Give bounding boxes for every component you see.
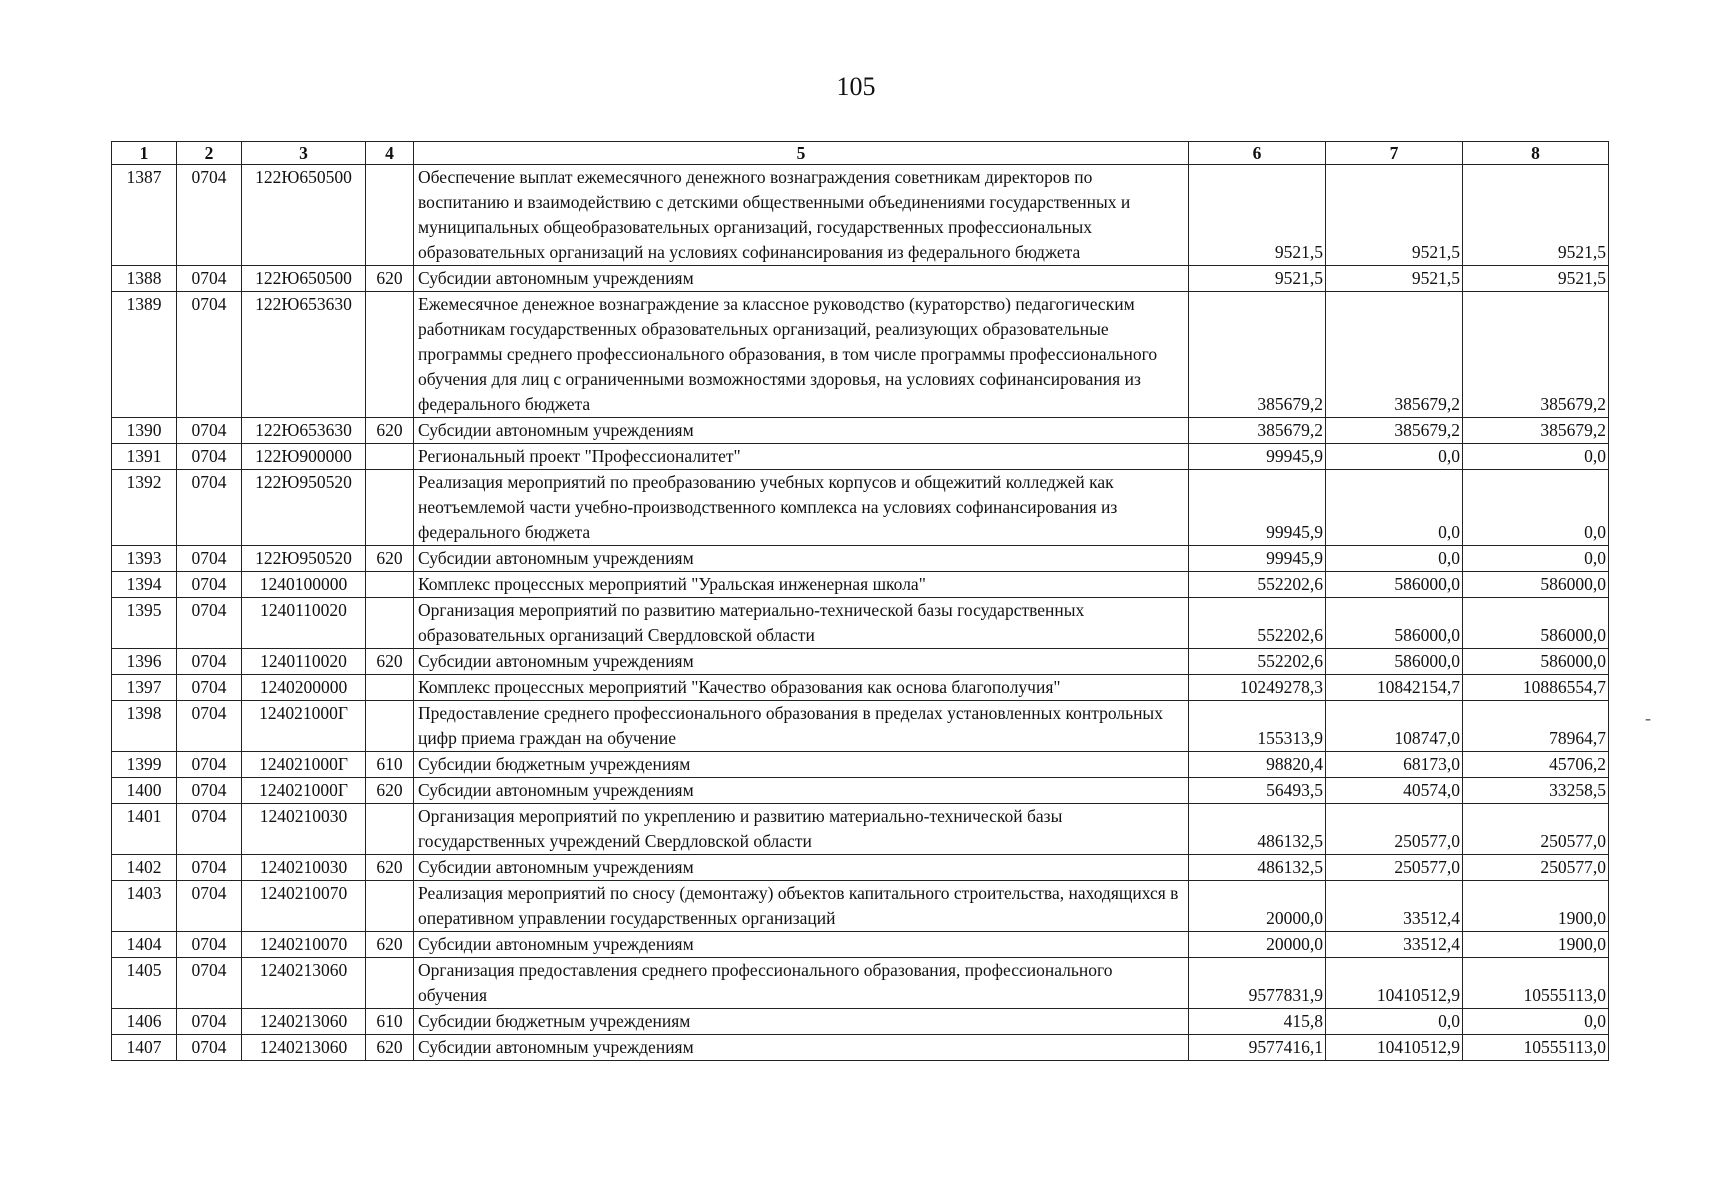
amount-col8-cell: 250577,0 [1463,855,1609,881]
table-row [112,598,1609,649]
table-row [112,266,1609,292]
target-code-cell: 122Ю653630 [242,292,366,418]
description-cell: Субсидии автономным учреждениям [414,778,1189,804]
description-cell: Ежемесячное денежное вознаграждение за классное руководство (кураторство) педагогическим работникам государственных образовательных организаций, реализующих образовательные программы среднего профессионального образования, в том числе программы профессионального обучения для лиц с ограниченными возможностями здоровья, на условиях софинансирования из федерального бюджета [414,292,1189,418]
table-row [112,804,1609,855]
amount-col7-cell: 385679,2 [1326,292,1463,418]
row-number-cell: 1407 [112,1035,177,1061]
amount-col8-cell: 10886554,7 [1463,675,1609,701]
table-row [112,675,1609,701]
row-number-cell: 1403 [112,881,177,932]
amount-col7-cell: 0,0 [1326,1009,1463,1035]
section-code-cell: 0704 [177,1009,242,1035]
row-number-cell: 1399 [112,752,177,778]
header-cell: 7 [1326,142,1463,165]
row-number-cell: 1388 [112,266,177,292]
amount-col8-cell: 586000,0 [1463,649,1609,675]
target-code-cell: 1240200000 [242,675,366,701]
target-code-cell: 1240210030 [242,804,366,855]
amount-col8-cell: 45706,2 [1463,752,1609,778]
amount-col6-cell: 98820,4 [1189,752,1326,778]
expense-type-cell: 620 [366,546,414,572]
description-cell: Организация мероприятий по укреплению и развитию материально-технической базы государственных учреждений Свердловской области [414,804,1189,855]
scan-mark: - [1645,708,1651,728]
amount-col7-cell: 0,0 [1326,444,1463,470]
section-code-cell: 0704 [177,855,242,881]
target-code-cell: 1240110020 [242,598,366,649]
target-code-cell: 122Ю900000 [242,444,366,470]
table-row [112,752,1609,778]
section-code-cell: 0704 [177,1035,242,1061]
section-code-cell: 0704 [177,418,242,444]
row-number-cell: 1395 [112,598,177,649]
row-number-cell: 1398 [112,701,177,752]
target-code-cell: 1240100000 [242,572,366,598]
description-cell: Реализация мероприятий по сносу (демонтажу) объектов капитального строительства, находящихся в оперативном управлении государственных организаций [414,881,1189,932]
budget-table [111,141,1609,1061]
amount-col6-cell: 486132,5 [1189,855,1326,881]
expense-type-cell [366,470,414,546]
amount-col6-cell: 9577416,1 [1189,1035,1326,1061]
description-cell: Реализация мероприятий по преобразованию учебных корпусов и общежитий колледжей как неотъемлемой части учебно-производственного комплекса на условиях софинансирования из федерального бюджета [414,470,1189,546]
section-code-cell: 0704 [177,675,242,701]
amount-col7-cell: 9521,5 [1326,165,1463,266]
row-number-cell: 1387 [112,165,177,266]
header-row [112,142,1609,165]
table-row [112,1035,1609,1061]
row-number-cell: 1392 [112,470,177,546]
amount-col8-cell: 9521,5 [1463,165,1609,266]
row-number-cell: 1393 [112,546,177,572]
expense-type-cell: 620 [366,932,414,958]
row-number-cell: 1394 [112,572,177,598]
amount-col7-cell: 40574,0 [1326,778,1463,804]
table-body [112,165,1609,1061]
amount-col8-cell: 586000,0 [1463,598,1609,649]
target-code-cell: 1240110020 [242,649,366,675]
description-cell: Комплекс процессных мероприятий "Уральская инженерная школа" [414,572,1189,598]
amount-col6-cell: 20000,0 [1189,932,1326,958]
amount-col6-cell: 385679,2 [1189,418,1326,444]
description-cell: Субсидии бюджетным учреждениям [414,752,1189,778]
row-number-cell: 1389 [112,292,177,418]
description-cell: Субсидии автономным учреждениям [414,266,1189,292]
amount-col8-cell: 586000,0 [1463,572,1609,598]
amount-col8-cell: 10555113,0 [1463,1035,1609,1061]
expense-type-cell [366,804,414,855]
table-row [112,778,1609,804]
amount-col8-cell: 1900,0 [1463,932,1609,958]
header-cell: 5 [414,142,1189,165]
section-code-cell: 0704 [177,444,242,470]
header-cell: 1 [112,142,177,165]
target-code-cell: 122Ю650500 [242,165,366,266]
description-cell: Предоставление среднего профессионального образования в пределах установленных контрольных цифр приема граждан на обучение [414,701,1189,752]
description-cell: Субсидии автономным учреждениям [414,418,1189,444]
section-code-cell: 0704 [177,752,242,778]
amount-col6-cell: 552202,6 [1189,649,1326,675]
section-code-cell: 0704 [177,649,242,675]
amount-col7-cell: 250577,0 [1326,804,1463,855]
amount-col7-cell: 68173,0 [1326,752,1463,778]
expense-type-cell: 620 [366,418,414,444]
amount-col6-cell: 552202,6 [1189,598,1326,649]
amount-col6-cell: 552202,6 [1189,572,1326,598]
table-row [112,292,1609,418]
table-row [112,546,1609,572]
amount-col6-cell: 99945,9 [1189,444,1326,470]
section-code-cell: 0704 [177,546,242,572]
amount-col6-cell: 99945,9 [1189,546,1326,572]
target-code-cell: 1240213060 [242,1035,366,1061]
section-code-cell: 0704 [177,778,242,804]
description-cell: Организация предоставления среднего профессионального образования, профессионального обучения [414,958,1189,1009]
table-row [112,418,1609,444]
expense-type-cell: 610 [366,1009,414,1035]
expense-type-cell: 620 [366,855,414,881]
section-code-cell: 0704 [177,292,242,418]
row-number-cell: 1400 [112,778,177,804]
amount-col8-cell: 78964,7 [1463,701,1609,752]
amount-col6-cell: 10249278,3 [1189,675,1326,701]
description-cell: Субсидии автономным учреждениям [414,649,1189,675]
amount-col8-cell: 9521,5 [1463,266,1609,292]
expense-type-cell [366,598,414,649]
target-code-cell: 124021000Г [242,778,366,804]
section-code-cell: 0704 [177,932,242,958]
amount-col6-cell: 99945,9 [1189,470,1326,546]
table-row [112,855,1609,881]
page-number: 105 [836,72,876,101]
target-code-cell: 1240210070 [242,932,366,958]
target-code-cell: 1240213060 [242,1009,366,1035]
row-number-cell: 1406 [112,1009,177,1035]
description-cell: Комплекс процессных мероприятий "Качество образования как основа благополучия" [414,675,1189,701]
table-row [112,881,1609,932]
row-number-cell: 1401 [112,804,177,855]
amount-col8-cell: 10555113,0 [1463,958,1609,1009]
row-number-cell: 1397 [112,675,177,701]
section-code-cell: 0704 [177,881,242,932]
target-code-cell: 122Ю653630 [242,418,366,444]
description-cell: Организация мероприятий по развитию материально-технической базы государственных образовательных организаций Свердловской области [414,598,1189,649]
table-row [112,572,1609,598]
section-code-cell: 0704 [177,572,242,598]
amount-col8-cell: 0,0 [1463,444,1609,470]
row-number-cell: 1402 [112,855,177,881]
amount-col7-cell: 586000,0 [1326,598,1463,649]
amount-col7-cell: 33512,4 [1326,881,1463,932]
amount-col7-cell: 33512,4 [1326,932,1463,958]
row-number-cell: 1391 [112,444,177,470]
amount-col7-cell: 0,0 [1326,470,1463,546]
header-cell: 6 [1189,142,1326,165]
target-code-cell: 1240210070 [242,881,366,932]
table-row [112,932,1609,958]
expense-type-cell: 620 [366,1035,414,1061]
amount-col6-cell: 385679,2 [1189,292,1326,418]
amount-col8-cell: 250577,0 [1463,804,1609,855]
amount-col7-cell: 586000,0 [1326,572,1463,598]
amount-col8-cell: 33258,5 [1463,778,1609,804]
header-cell: 4 [366,142,414,165]
amount-col8-cell: 0,0 [1463,470,1609,546]
amount-col6-cell: 9521,5 [1189,165,1326,266]
section-code-cell: 0704 [177,266,242,292]
amount-col6-cell: 9577831,9 [1189,958,1326,1009]
amount-col7-cell: 108747,0 [1326,701,1463,752]
amount-col6-cell: 415,8 [1189,1009,1326,1035]
row-number-cell: 1396 [112,649,177,675]
amount-col6-cell: 155313,9 [1189,701,1326,752]
target-code-cell: 122Ю950520 [242,546,366,572]
table-row [112,649,1609,675]
expense-type-cell: 620 [366,778,414,804]
section-code-cell: 0704 [177,598,242,649]
amount-col8-cell: 385679,2 [1463,418,1609,444]
target-code-cell: 1240210030 [242,855,366,881]
expense-type-cell [366,292,414,418]
target-code-cell: 122Ю650500 [242,266,366,292]
section-code-cell: 0704 [177,958,242,1009]
target-code-cell: 124021000Г [242,701,366,752]
description-cell: Субсидии автономным учреждениям [414,855,1189,881]
target-code-cell: 122Ю950520 [242,470,366,546]
target-code-cell: 1240213060 [242,958,366,1009]
amount-col6-cell: 20000,0 [1189,881,1326,932]
row-number-cell: 1390 [112,418,177,444]
amount-col8-cell: 1900,0 [1463,881,1609,932]
amount-col6-cell: 56493,5 [1189,778,1326,804]
expense-type-cell: 620 [366,266,414,292]
amount-col8-cell: 0,0 [1463,546,1609,572]
header-cell: 8 [1463,142,1609,165]
amount-col7-cell: 10842154,7 [1326,675,1463,701]
section-code-cell: 0704 [177,470,242,546]
table-row [112,958,1609,1009]
target-code-cell: 124021000Г [242,752,366,778]
amount-col8-cell: 0,0 [1463,1009,1609,1035]
amount-col7-cell: 385679,2 [1326,418,1463,444]
description-cell: Субсидии автономным учреждениям [414,546,1189,572]
expense-type-cell [366,444,414,470]
row-number-cell: 1404 [112,932,177,958]
amount-col7-cell: 10410512,9 [1326,958,1463,1009]
section-code-cell: 0704 [177,701,242,752]
expense-type-cell [366,572,414,598]
header-cell: 3 [242,142,366,165]
expense-type-cell [366,701,414,752]
table-row [112,444,1609,470]
description-cell: Обеспечение выплат ежемесячного денежного вознаграждения советникам директоров по воспитанию и взаимодействию с детскими общественными объединениями государственных и муниципальных общеобразовательных организаций, государственных профессиональных образовательных организаций на условиях софинансирования из федерального бюджета [414,165,1189,266]
amount-col6-cell: 486132,5 [1189,804,1326,855]
description-cell: Субсидии бюджетным учреждениям [414,1009,1189,1035]
description-cell: Субсидии автономным учреждениям [414,1035,1189,1061]
table-row [112,701,1609,752]
header-cell: 2 [177,142,242,165]
table-row [112,470,1609,546]
amount-col7-cell: 250577,0 [1326,855,1463,881]
amount-col8-cell: 385679,2 [1463,292,1609,418]
expense-type-cell [366,165,414,266]
section-code-cell: 0704 [177,804,242,855]
description-cell: Региональный проект "Профессионалитет" [414,444,1189,470]
section-code-cell: 0704 [177,165,242,266]
expense-type-cell [366,881,414,932]
amount-col6-cell: 9521,5 [1189,266,1326,292]
description-cell: Субсидии автономным учреждениям [414,932,1189,958]
expense-type-cell [366,958,414,1009]
row-number-cell: 1405 [112,958,177,1009]
amount-col7-cell: 10410512,9 [1326,1035,1463,1061]
expense-type-cell: 620 [366,649,414,675]
table-row [112,1009,1609,1035]
expense-type-cell: 610 [366,752,414,778]
expense-type-cell [366,675,414,701]
amount-col7-cell: 0,0 [1326,546,1463,572]
table-row [112,165,1609,266]
amount-col7-cell: 586000,0 [1326,649,1463,675]
amount-col7-cell: 9521,5 [1326,266,1463,292]
